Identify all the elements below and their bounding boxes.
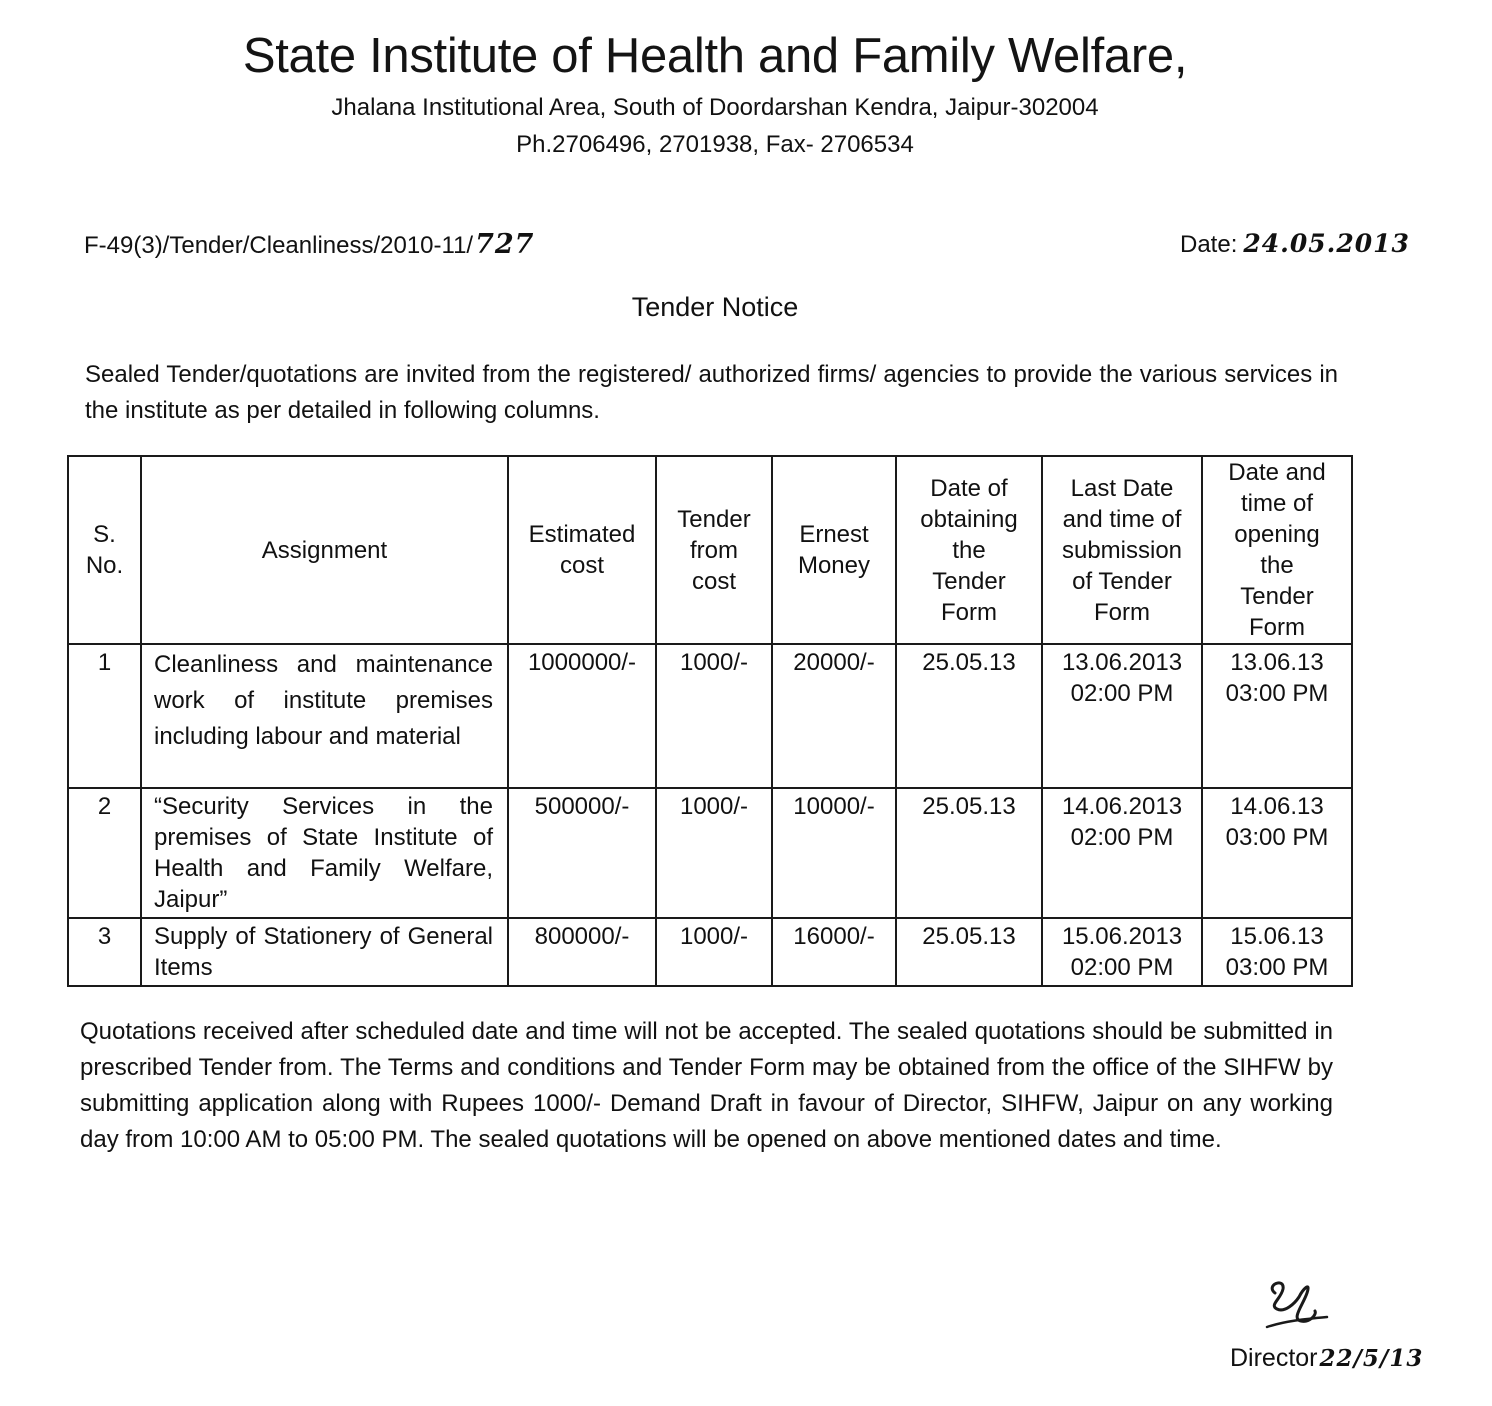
cell-tender-form-cost: 1000/- — [656, 918, 772, 986]
header-tender-form-cost: Tender from cost — [656, 456, 772, 644]
tender-table — [67, 455, 1353, 987]
cell-ernest-money: 20000/- — [772, 644, 896, 788]
header-sno: S. No. — [68, 456, 141, 644]
header-date-obtaining: Date of obtaining the Tender Form — [896, 456, 1042, 644]
header-last-date: Last Date and time of submission of Tender Form — [1042, 456, 1202, 644]
table-row — [68, 644, 1352, 788]
header-ernest-money: Ernest Money — [772, 456, 896, 644]
signature-block — [1230, 1344, 1423, 1373]
intro-paragraph: Sealed Tender/quotations are invited from the registered/ authorized firms/ agencies to provide the various services in the institute as per detailed in following columns. — [85, 361, 1338, 424]
notice-title: Tender Notice — [631, 292, 799, 322]
cell-opening-date: 13.06.13 03:00 PM — [1202, 644, 1352, 788]
cell-estimated-cost: 500000/- — [508, 788, 656, 918]
date-handwritten: 24.05.2013 — [1243, 229, 1410, 258]
cell-opening-date: 15.06.13 03:00 PM — [1202, 918, 1352, 986]
institute-address: Jhalana Institutional Area, South of Doordarshan Kendra, Jaipur-302004 — [331, 94, 1099, 121]
reference-number-printed: F-49(3)/Tender/Cleanliness/2010-11/ — [84, 232, 474, 259]
header-estimated-cost: Estimated cost — [508, 456, 656, 644]
signature-mark — [1255, 1275, 1335, 1335]
table-row — [68, 788, 1352, 918]
cell-tender-form-cost: 1000/- — [656, 788, 772, 918]
director-label: Director — [1230, 1344, 1318, 1372]
cell-opening-date: 14.06.13 03:00 PM — [1202, 788, 1352, 918]
cell-last-date: 15.06.2013 02:00 PM — [1042, 918, 1202, 986]
cell-date-obtaining: 25.05.13 — [896, 788, 1042, 918]
table-header-row — [68, 456, 1352, 644]
cell-sno: 3 — [68, 918, 141, 986]
cell-date-obtaining: 25.05.13 — [896, 918, 1042, 986]
terms-paragraph: Quotations received after scheduled date and time will not be accepted. The sealed quotations should be submitted in prescribed Tender from. The Terms and conditions and Tender Form may be obtained from the office of the SIHFW by submitting application along with Rupees 1000/- Demand Draft in favour of Director, SIHFW, Jaipur on any working day from 10:00 AM to 05:00 PM. The sealed quotations will be opened on above mentioned dates and time. — [80, 1018, 1333, 1153]
reference-number-handwritten: 727 — [475, 229, 535, 260]
cell-date-obtaining: 25.05.13 — [896, 644, 1042, 788]
cell-last-date: 14.06.2013 02:00 PM — [1042, 788, 1202, 918]
cell-assignment: Supply of Stationery of General Items — [141, 918, 508, 986]
institute-phone: Ph.2706496, 2701938, Fax- 2706534 — [516, 131, 914, 158]
date-label: Date: — [1180, 231, 1238, 258]
cell-assignment: Cleanliness and maintenance work of institute premises including labour and material — [141, 644, 508, 788]
cell-assignment: “Security Services in the premises of State Institute of Health and Family Welfare, Jaipur” — [141, 788, 508, 918]
cell-estimated-cost: 800000/- — [508, 918, 656, 986]
table-row — [68, 918, 1352, 986]
cell-estimated-cost: 1000000/- — [508, 644, 656, 788]
cell-last-date: 13.06.2013 02:00 PM — [1042, 644, 1202, 788]
reference-number — [84, 229, 534, 260]
cell-ernest-money: 16000/- — [772, 918, 896, 986]
cell-ernest-money: 10000/- — [772, 788, 896, 918]
header-opening-date: Date and time of opening the Tender Form — [1202, 456, 1352, 644]
signature-date-handwritten: 22/5/13 — [1319, 1345, 1424, 1372]
cell-tender-form-cost: 1000/- — [656, 644, 772, 788]
notice-date — [1180, 229, 1410, 259]
header-assignment: Assignment — [141, 456, 508, 644]
cell-sno: 2 — [68, 788, 141, 918]
cell-sno: 1 — [68, 644, 141, 788]
institute-title: State Institute of Health and Family Welfare, — [242, 29, 1188, 83]
